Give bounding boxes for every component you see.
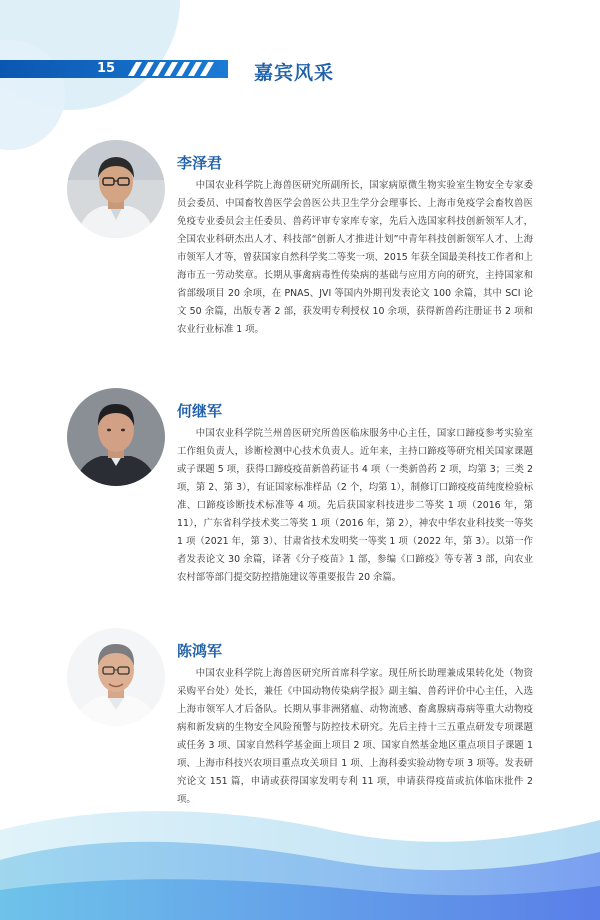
section-title: 嘉宾风采 [254, 62, 335, 84]
portrait-photo [67, 628, 165, 726]
profile-name: 李泽君 [177, 154, 223, 172]
header-stripes [128, 62, 224, 76]
profile-bio: 中国农业科学院兰州兽医研究所兽医临床服务中心主任，国家口蹄疫参考实验室工作组负责人，诊断检测中心技术负责人。近年来，主持口蹄疫等研究相关国家课题或子课题 5 项，获得口蹄疫疫苗新兽药证书 4 项（一类新兽药 2 项，均第 3；三类 2 项，第 2、第 3），有证国家标准样品（2 个，均第 1），制修订口蹄疫疫苗纯度检验标准、口蹄疫诊断技术标准等 4 项。先后获国家科技进步二等奖 1 项（2016 年，第 11），广东省科学技术奖二等奖 1 项（2016 年，第 2），神农中华农业科技奖一等奖 1 项（2021 年，第 3）、甘肃省技术发明奖一等奖 1 项（2022 年，第 3）。以第一作者发表论文 30 余篇，译著《分子疫苗》1 部，参编《口蹄疫》等专著 3 部，向农业农村部等部门提交防控措施建议等重要报告 20 余篇。 [177, 428, 533, 583]
page-number: 15 [97, 61, 116, 76]
portrait-photo [67, 388, 165, 486]
profile-name: 陈鸿军 [177, 642, 223, 660]
bottom-wave-decoration [0, 790, 600, 920]
profile-name: 何继军 [177, 402, 223, 420]
profile-bio: 中国农业科学院上海兽医研究所首席科学家。现任所长助理兼成果转化处（物资采购平台处）处长，兼任《中国动物传染病学报》副主编、兽药评价中心主任，入选上海市领军人才后备队。长期从事非洲猪瘟、动物流感、畜禽腺病毒病等重大动物疫病和新发病的生物安全风险预警与防控技术研究。先后主持十三五重点研发专项课题或任务 3 项、国家自然科学基金面上项目 2 项、国家自然基金地区重点项目子课题 1 项、上海市科技兴农项目重点攻关项目 1 项、上海科委实验动物专项 3 项等。发表研究论文 151 篇，申请或获得国家发明专利 11 项，申请获得疫苗或抗体临床批件 2 项。 [177, 668, 533, 805]
portrait-photo [67, 140, 165, 238]
profile-bio: 中国农业科学院上海兽医研究所副所长，国家病原微生物实验室生物安全专家委员会委员、中国畜牧兽医学会兽医公共卫生学分会理事长、上海市免疫学会畜牧兽医免疫专业委员会主任委员、兽药评审专家库专家，先后入选国家科技创新领军人才，全国农业科研杰出人才、科技部“创新人才推进计划”中青年科技创新领军人才、上海市领军人才等，曾获国家自然科学奖二等奖一项、2015 年获全国最美科技工作者和上海市五一劳动奖章。长期从事禽病毒性传染病的基础与应用方向的研究，主持国家和省部级项目 20 余项，在 PNAS、JVI 等国内外期刊发表论文 100 余篇，其中 SCI 论文 50 余篇，出版专著 2 部，获发明专利授权 10 余项，获得新兽药注册证书 2 项和农业行业标准 1 项。 [177, 180, 533, 335]
